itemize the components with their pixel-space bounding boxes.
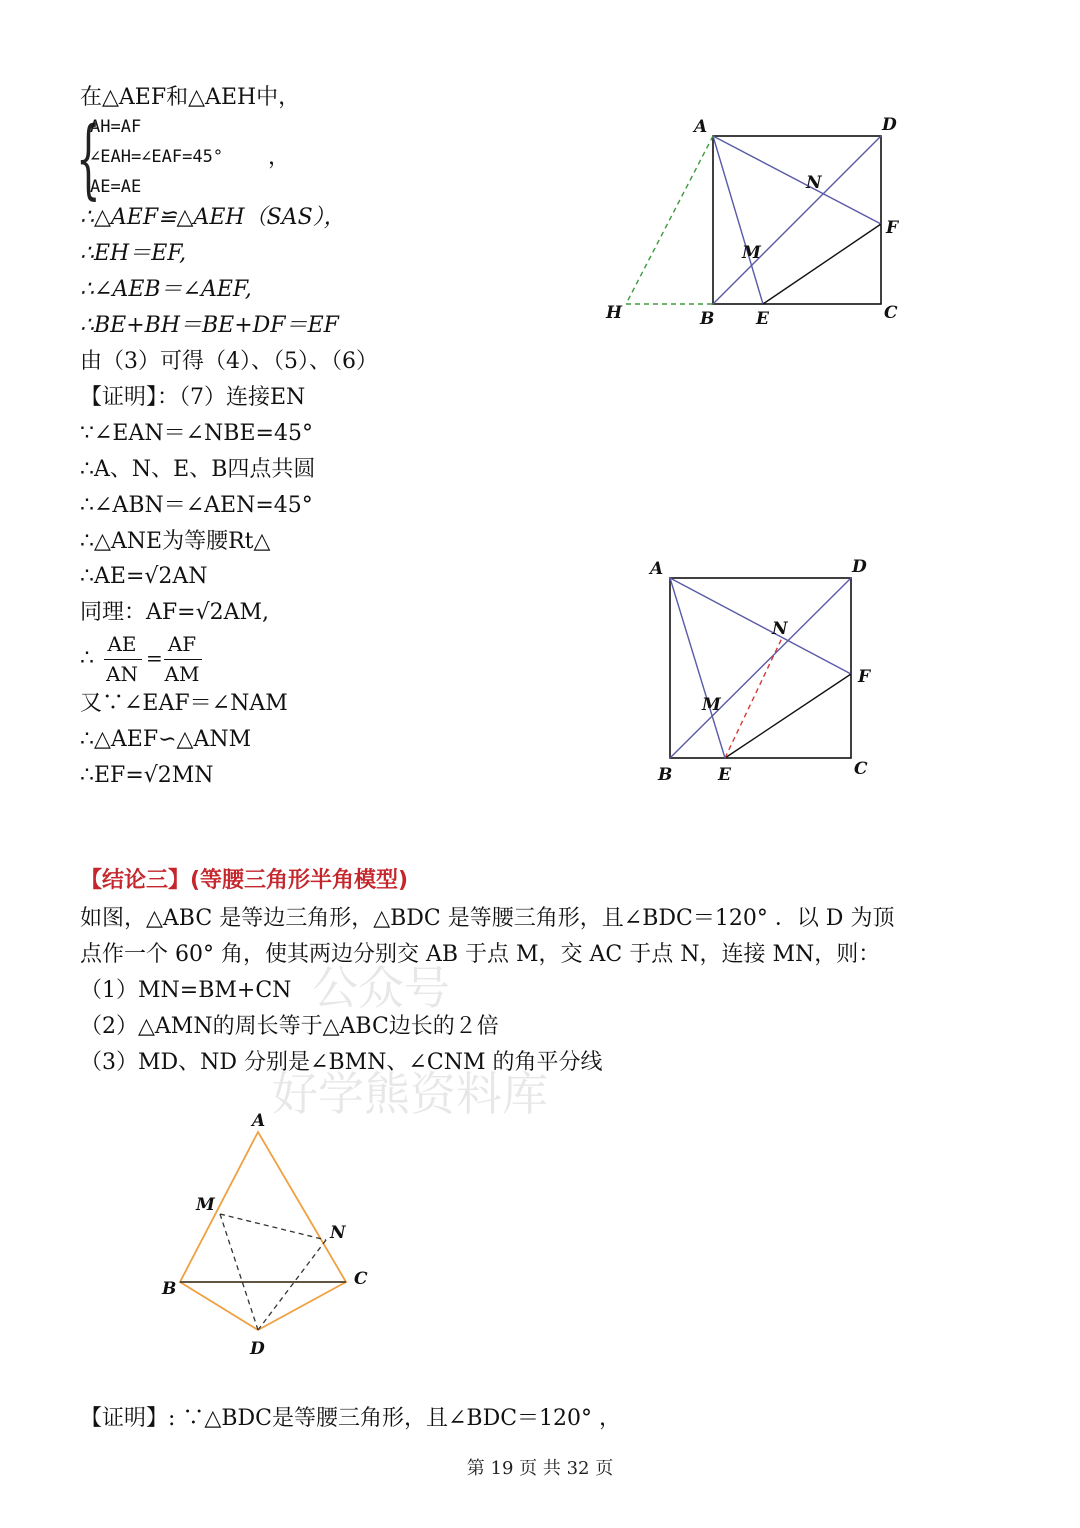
fig3-label-d: D	[250, 1339, 265, 1359]
proof-line-8: ∵∠EAN＝∠NBE=45°	[80, 421, 313, 446]
fig1-label-h: H	[606, 303, 623, 323]
fig1-label-f: F	[886, 218, 899, 238]
conclusion3-item-2: （2）△AMN的周长等于△ABC边长的２倍	[80, 1014, 499, 1039]
fig2-label-n: N	[772, 619, 788, 639]
frac-prefix: ∴	[80, 646, 94, 671]
proof-line-6: 由（3）可得（4）、（5）、（6）	[80, 349, 378, 374]
fig3-label-c: C	[354, 1269, 368, 1289]
proof-line-7: 【证明】：（7）连接EN	[80, 385, 306, 410]
proof-line-5: ∴BE+BH＝BE+DF＝EF	[80, 313, 339, 338]
fig3-line-bd	[180, 1282, 258, 1330]
proof-line-3: ∴EH＝EF,	[80, 241, 187, 266]
fig2-label-a: A	[650, 559, 664, 579]
proof-line-1: 在△AEF和△AEH中，	[80, 85, 301, 110]
frac-eq: =	[146, 646, 163, 670]
system-tail: ，	[268, 145, 291, 170]
fig3-label-b: B	[162, 1279, 177, 1299]
fig3-label-m: M	[196, 1195, 215, 1215]
proof-line-13: 同理：AF=√2AM,	[80, 600, 270, 625]
fig2-label-m: M	[702, 695, 721, 715]
frac-left-bar	[104, 659, 142, 660]
fig1-label-c: C	[884, 303, 898, 323]
fig1-label-b: B	[700, 309, 715, 329]
page-footer: 第 19 页 共 32 页	[466, 1458, 614, 1479]
conclusion3-heading: 【结论三】(等腰三角形半角模型)	[80, 868, 409, 893]
proof-line-15: ∴△AEF∽△ANM	[80, 727, 252, 752]
frac-right-bar	[164, 659, 202, 660]
proof-line-10: ∴∠ABN＝∠AEN=45°	[80, 493, 313, 518]
figure-square-en	[640, 552, 890, 792]
system-eq-1: AH=AF	[90, 117, 142, 137]
fig1-dash-ah	[626, 136, 713, 304]
system-brace: {	[76, 109, 101, 209]
fig2-label-d: D	[852, 557, 867, 577]
fig1-line-af	[713, 136, 881, 224]
figure-square-with-h	[600, 110, 920, 330]
proof-line-12: ∴AE=√2AN	[80, 564, 208, 589]
conclusion3-item-3: （3）MD、ND 分别是∠BMN、∠CNM 的角平分线	[80, 1050, 603, 1075]
fig2-label-f: F	[858, 667, 871, 687]
proof-line-4: ∴∠AEB＝∠AEF,	[80, 277, 252, 302]
frac-left-num: AE	[107, 632, 137, 656]
fig3-line-cd	[258, 1282, 346, 1330]
proof-line-11: ∴△ANE为等腰Rt△	[80, 529, 271, 554]
fig2-label-c: C	[854, 759, 868, 779]
conclusion3-intro-1: 如图，△ABC 是等边三角形，△BDC 是等腰三角形，且∠BDC＝120° ．以 D 为顶	[80, 906, 895, 931]
frac-left-den: AN	[106, 662, 138, 686]
proof-line-14: 又∵∠EAF＝∠NAM	[80, 691, 288, 716]
watermark-line1: 公众号	[312, 961, 450, 1015]
frac-right-den: AM	[164, 662, 200, 686]
fig2-line-af	[670, 578, 851, 674]
figure-triangle-half-angle	[150, 1104, 390, 1364]
watermark-line2: 好学熊资料库	[272, 1067, 548, 1121]
fig2-dash-en	[725, 638, 782, 758]
fig1-label-e: E	[756, 309, 769, 329]
fig2-line-ef	[725, 674, 851, 758]
conclusion3-intro-2: 点作一个 60° 角，使其两边分别交 AB 于点 M，交 AC 于点 N，连接 MN，则：	[80, 942, 881, 967]
frac-right-num: AF	[167, 632, 197, 656]
proof-line-9: ∴A、N、E、B四点共圆	[80, 457, 316, 482]
conclusion3-item-1: （1）MN=BM+CN	[80, 978, 292, 1003]
fig1-label-m: M	[742, 243, 761, 263]
fig3-dash-md	[220, 1214, 258, 1330]
system-eq-2: ∠EAH=∠EAF=45°	[90, 147, 224, 167]
proof-bottom: 【证明】: ∵△BDC是等腰三角形，且∠BDC＝120° ，	[80, 1406, 622, 1431]
fig2-label-b: B	[658, 765, 673, 785]
fig1-label-n: N	[806, 173, 822, 193]
fig1-label-a: A	[694, 117, 708, 137]
system-eq-3: AE=AE	[90, 177, 142, 197]
proof-line-16: ∴EF=√2MN	[80, 763, 214, 788]
fig2-label-e: E	[718, 765, 731, 785]
fig1-label-d: D	[882, 115, 897, 135]
fig3-dash-nd	[258, 1240, 326, 1330]
proof-line-2: ∴△AEF≌△AEH（SAS），	[80, 205, 346, 230]
fig3-label-a: A	[252, 1111, 266, 1131]
fig3-dash-mn	[220, 1214, 326, 1240]
fig3-label-n: N	[330, 1223, 346, 1243]
